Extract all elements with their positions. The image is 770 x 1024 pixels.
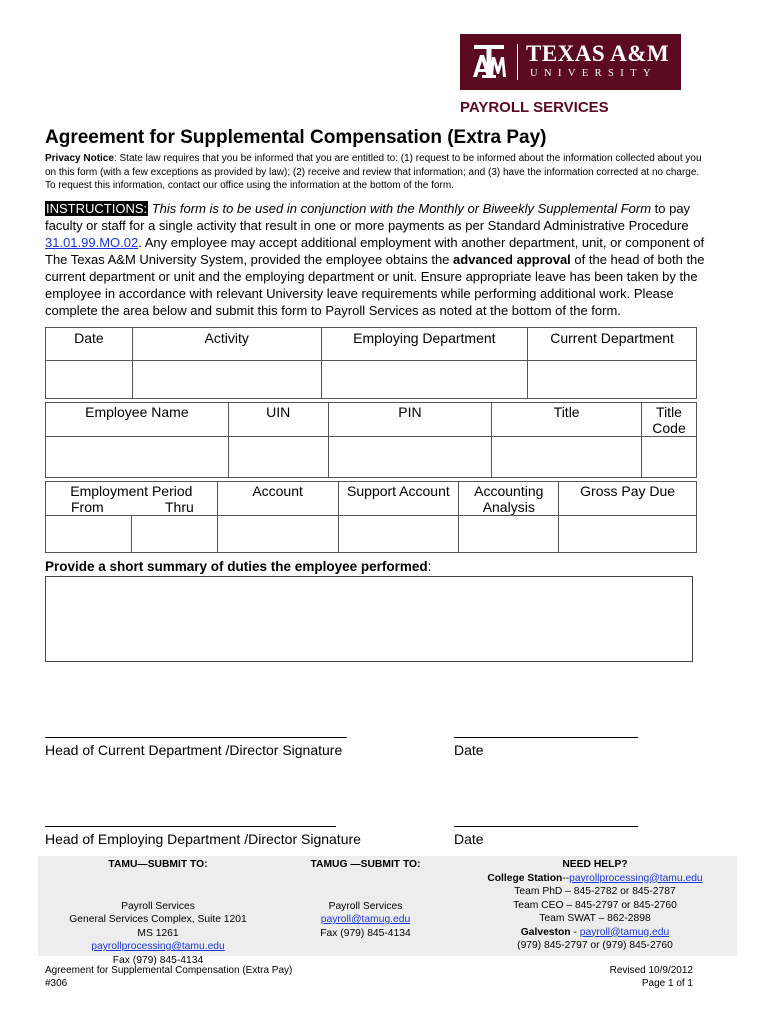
page-footer-right: [560, 965, 693, 990]
employment-period-header: Employment Period From Thru: [46, 482, 218, 516]
employing-head-signature-line[interactable]: [45, 826, 336, 827]
pin-header: PIN: [328, 403, 492, 437]
current-department-header: Current Department: [528, 328, 697, 361]
galveston-email-link[interactable]: payroll@tamug.edu: [579, 926, 670, 938]
current-head-date-label: Date: [454, 742, 484, 758]
activity-table: [45, 327, 697, 399]
employing-head-date-line[interactable]: [454, 826, 638, 827]
payment-table: [45, 481, 697, 553]
thru-field[interactable]: [131, 516, 217, 553]
college-station-contact: College Station--payrollprocessing@tamu.edu: [487, 872, 703, 884]
accounting-analysis-header: Accounting Analysis: [459, 482, 559, 516]
help-phone: (979) 845-2797 or (979) 845-2760: [517, 940, 673, 951]
footer-form-number: #306: [45, 977, 68, 989]
atm-monogram-icon: [471, 43, 507, 81]
privacy-text: : State law requires that you be informed that you are entitled to: (1) request to be informed about the information collected about you on this form (with a few exceptions as provided by law); (2) receive and review that information; and (3) have the information corrected at no charge. To request this information, contact our office using the information at the bottom of the form.: [45, 153, 702, 191]
tamug-submit-heading: TAMUG —SUBMIT TO:: [310, 859, 421, 870]
uin-header: UIN: [228, 403, 328, 437]
tamu-submit-column: [38, 858, 278, 967]
tamug-office: Payroll Services: [328, 900, 403, 912]
sap-link[interactable]: 31.01.99.MO.02: [45, 235, 139, 250]
employee-table: [45, 402, 697, 478]
privacy-label: Privacy Notice: [45, 153, 114, 164]
from-header: From: [71, 499, 104, 515]
instructions-text-2: . Any employee may accept additional employment with another department, unit, or component of The Texas A&M University System, provided the employee obtains the: [45, 235, 705, 267]
pin-field[interactable]: [328, 437, 492, 478]
page-footer-left: [45, 965, 292, 990]
employing-head-signature-label: Head of Employing Department /Director Signature: [45, 831, 361, 847]
tamu-email-link[interactable]: payrollprocessing@tamu.edu: [91, 941, 225, 952]
college-station-email-link[interactable]: payrollprocessing@tamu.edu: [569, 872, 703, 884]
department-name: PAYROLL SERVICES: [460, 99, 609, 116]
instructions-text-3: of the head of both the current department or unit and the employing department or unit. Ensure appropriate leave has been taken by the employee in accordance with relevant University leave requirements while performing additional work. Please complete the area below and submit this form to Payroll Services as noted at the bottom of the form.: [45, 252, 705, 318]
title-header: Title: [492, 403, 642, 437]
submit-info-panel: [38, 856, 737, 966]
title-code-header: Title Code: [642, 403, 697, 437]
support-account-field[interactable]: [338, 516, 459, 553]
gross-pay-due-field[interactable]: [559, 516, 697, 553]
privacy-notice: [45, 152, 705, 193]
current-head-signature-line[interactable]: [45, 737, 347, 738]
tamug-fax: Fax (979) 845-4134: [320, 927, 411, 939]
date-header: Date: [46, 328, 133, 361]
footer-revised: Revised 10/9/2012: [609, 965, 693, 976]
summary-label: Provide a short summary of duties the employee performed:: [45, 559, 432, 574]
tamu-submit-heading: TAMU—SUBMIT TO:: [108, 859, 208, 870]
instructions-label: INSTRUCTIONS:: [46, 201, 148, 216]
account-field[interactable]: [217, 516, 338, 553]
employee-name-header: Employee Name: [46, 403, 229, 437]
employing-department-field[interactable]: [321, 361, 528, 399]
gross-pay-due-header: Gross Pay Due: [559, 482, 697, 516]
employing-department-header: Employing Department: [321, 328, 528, 361]
advanced-approval-text: advanced approval: [453, 252, 571, 267]
instructions-text-1: to pay faculty or staff for a single activity that result in one or more payments as per Standard Administrative Procedure: [45, 201, 691, 233]
team-phd: Team PhD – 845-2782 or 845-2787: [514, 886, 676, 897]
tamu-logo: [460, 34, 681, 90]
current-head-signature-label: Head of Current Department /Director Signature: [45, 742, 343, 758]
galveston-contact: Galveston - payroll@tamug.edu: [520, 926, 670, 938]
from-field[interactable]: [46, 516, 132, 553]
tamug-submit-column: [278, 858, 453, 940]
logo-divider: [517, 44, 518, 80]
logo-title: TEXAS A&M: [526, 41, 670, 66]
current-head-date-line[interactable]: [454, 737, 638, 738]
help-column: [453, 858, 737, 953]
tamug-email-link[interactable]: payroll@tamug.edu: [320, 914, 411, 925]
footer-page-number: Page 1 of 1: [641, 977, 693, 989]
logo-subtitle: UNIVERSITY: [530, 68, 657, 79]
title-code-field[interactable]: [642, 437, 697, 478]
help-heading: NEED HELP?: [562, 859, 628, 870]
form-title: Agreement for Supplemental Compensation (Extra Pay): [45, 127, 547, 148]
team-swat: Team SWAT – 862-2898: [539, 913, 651, 924]
tamu-address: General Services Complex, Suite 1201: [69, 914, 247, 925]
instructions: [45, 200, 720, 319]
footer-form-name: Agreement for Supplemental Compensation (Extra Pay): [45, 965, 293, 976]
title-field[interactable]: [492, 437, 642, 478]
activity-header: Activity: [132, 328, 321, 361]
uin-field[interactable]: [228, 437, 328, 478]
activity-field[interactable]: [132, 361, 321, 399]
tamu-office: Payroll Services: [121, 900, 195, 912]
summary-textarea[interactable]: [45, 576, 693, 662]
team-ceo: Team CEO – 845-2797 or 845-2760: [513, 899, 677, 911]
current-department-field[interactable]: [528, 361, 697, 399]
account-header: Account: [217, 482, 338, 516]
tamu-fax: Fax (979) 845-4134: [112, 954, 204, 966]
employing-head-date-label: Date: [454, 831, 484, 847]
employee-name-field[interactable]: [46, 437, 229, 478]
tamu-mailstop: MS 1261: [137, 927, 179, 939]
support-account-header: Support Account: [338, 482, 459, 516]
accounting-analysis-field[interactable]: [459, 516, 559, 553]
instructions-italic: This form is to be used in conjunction with the Monthly or Biweekly Supplemental Form: [148, 201, 652, 216]
thru-header: Thru: [165, 499, 194, 515]
date-field[interactable]: [46, 361, 133, 399]
